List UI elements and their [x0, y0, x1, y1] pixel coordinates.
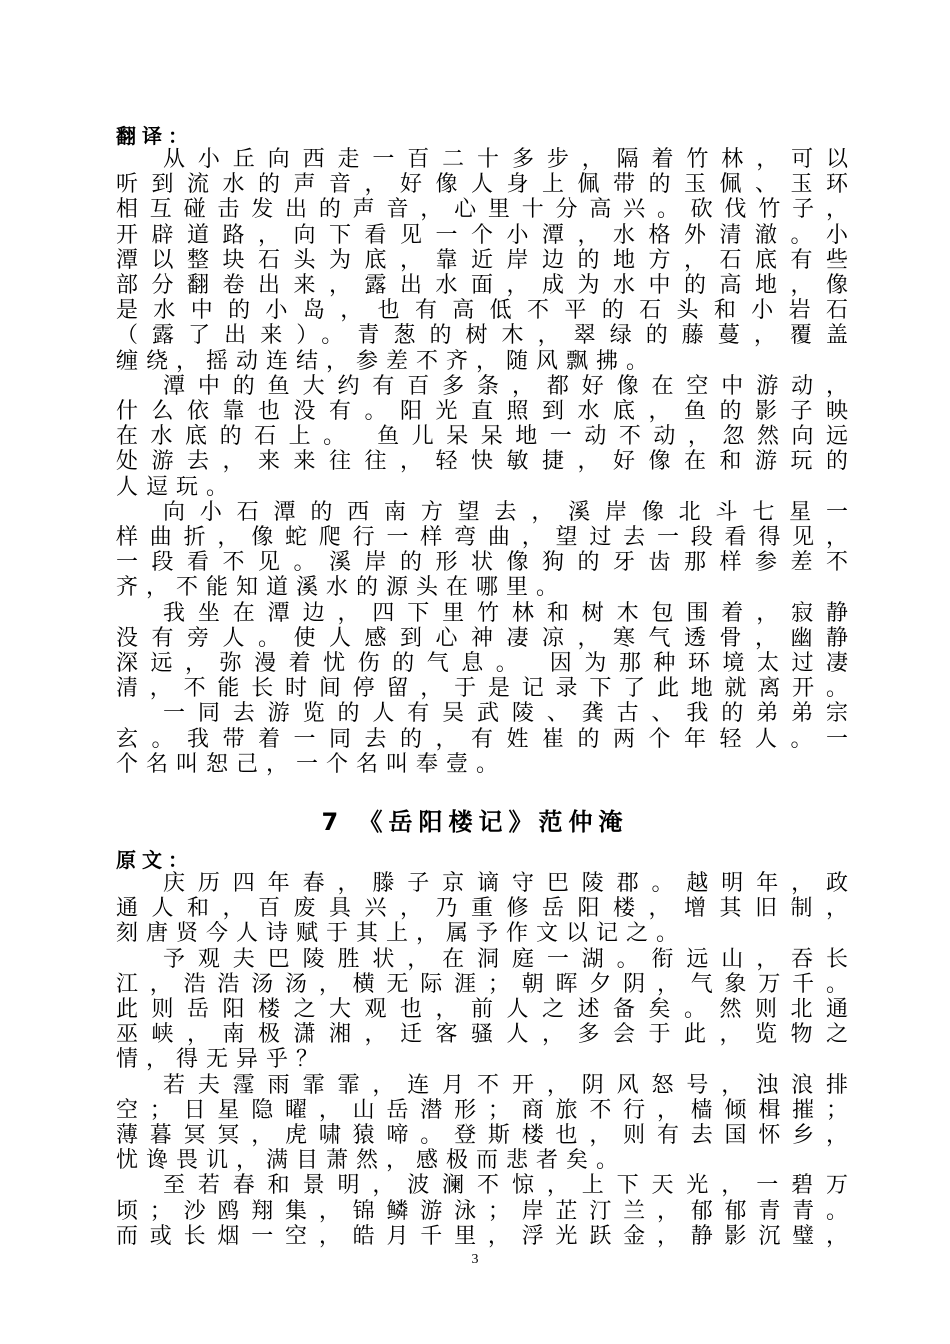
- text-line: 至若春和景明，波澜不惊，上下天光，一碧万: [163, 1173, 848, 1199]
- text-line: 人逗玩。: [116, 474, 237, 500]
- text-line: 顷；沙鸥翔集，锦鳞游泳；岸芷汀兰，郁郁青青。: [116, 1198, 848, 1224]
- text-line: 忧谗畏讥，满目萧然，感极而悲者矣。: [116, 1148, 627, 1174]
- text-line: 在水底的石上。 鱼儿呆呆地一动不动，忽然向远: [116, 424, 848, 450]
- text-line: 江，浩浩汤汤，横无际涯；朝晖夕阴，气象万千。: [116, 971, 848, 997]
- text-line: 没有旁人。使人感到心神凄凉，寒气透骨，幽静: [116, 625, 848, 651]
- text-line: 一段看不见。溪岸的形状像狗的牙齿那样参差不: [116, 550, 848, 576]
- text-line: 向小石潭的西南方望去，溪岸像北斗七星一: [163, 499, 848, 525]
- text-line: 齐，不能知道溪水的源头在哪里。: [116, 575, 567, 601]
- text-line: 予观夫巴陵胜状，在洞庭一湖。衔远山，吞长: [163, 946, 848, 972]
- text-line: 巫峡，南极潇湘，迁客骚人，多会于此，览物之: [116, 1022, 848, 1048]
- text-line: 部分翻卷出来，露出水面，成为水中的高地，像: [116, 273, 848, 298]
- text-line: 是水中的小岛，也有高低不平的石头和小岩石: [116, 298, 848, 324]
- text-line: 听到流水的声音，好像人身上佩带的玉佩、玉环: [116, 172, 848, 198]
- text-line: 而或长烟一空，皓月千里，浮光跃金，静影沉璧，: [116, 1223, 848, 1249]
- text-line: 深远，弥漫着忧伤的气息。 因为那种环境太过凄: [116, 651, 848, 676]
- text-line: 个名叫恕己，一个名叫奉壹。: [116, 751, 507, 777]
- text-line: 情，得无异乎？: [116, 1047, 327, 1073]
- text-line: 缠绕，摇动连结，参差不齐，随风飘拂。: [116, 348, 657, 374]
- text-line: 处游去，来来往往，轻快敏捷，好像在和游玩的: [116, 449, 848, 475]
- text-line: 庆历四年春，滕子京谪守巴陵郡。越明年，政: [163, 871, 848, 896]
- text-line: 什么依靠也没有。阳光直照到水底，鱼的影子映: [116, 399, 848, 424]
- text-line: 一同去游览的人有吴武陵、龚古、我的弟弟宗: [163, 701, 848, 727]
- text-line: 样曲折，像蛇爬行一样弯曲，望过去一段看得见，: [116, 525, 848, 550]
- text-line: 薄暮冥冥，虎啸猿啼。登斯楼也，则有去国怀乡，: [116, 1123, 848, 1148]
- text-line: 潭以整块石头为底，靠近岸边的地方，石底有些: [116, 247, 848, 273]
- text-line: 刻唐贤今人诗赋于其上，属予作文以记之。: [116, 921, 687, 947]
- text-line: 清，不能长时间停留，于是记录下了此地就离开。: [116, 676, 848, 702]
- text-line: 空；日星隐曜，山岳潜形；商旅不行，樯倾楫摧；: [116, 1097, 848, 1123]
- text-line: （露了出来）。青葱的树木，翠绿的藤蔓，覆盖: [116, 323, 848, 349]
- text-line: 从小丘向西走一百二十多步，隔着竹林，可以: [163, 147, 848, 172]
- translation-label: 翻译：: [116, 124, 194, 148]
- text-line: 相互碰击发出的声音，心里十分高兴。砍伐竹子，: [116, 197, 848, 223]
- text-line: 若夫霪雨霏霏，连月不开，阴风怒号，浊浪排: [163, 1072, 848, 1098]
- section-title: 7 《岳阳楼记》范仲淹: [321, 808, 629, 836]
- text-line: 开辟道路，向下看见一个小潭，水格外清澈。小: [116, 222, 848, 248]
- text-line: 通人和，百废具兴，乃重修岳阳楼，增其旧制，: [116, 896, 848, 922]
- text-line: 我坐在潭边，四下里竹林和树木包围着，寂静: [163, 600, 848, 626]
- text-line: 玄。我带着一同去的，有姓崔的两个年轻人。一: [116, 726, 848, 752]
- text-line: 此则岳阳楼之大观也，前人之述备矣。然则北通: [116, 997, 848, 1022]
- page-number: 3: [471, 1252, 479, 1267]
- text-line: 潭中的鱼大约有百多条，都好像在空中游动，: [163, 373, 848, 399]
- original-label: 原文：: [116, 848, 194, 872]
